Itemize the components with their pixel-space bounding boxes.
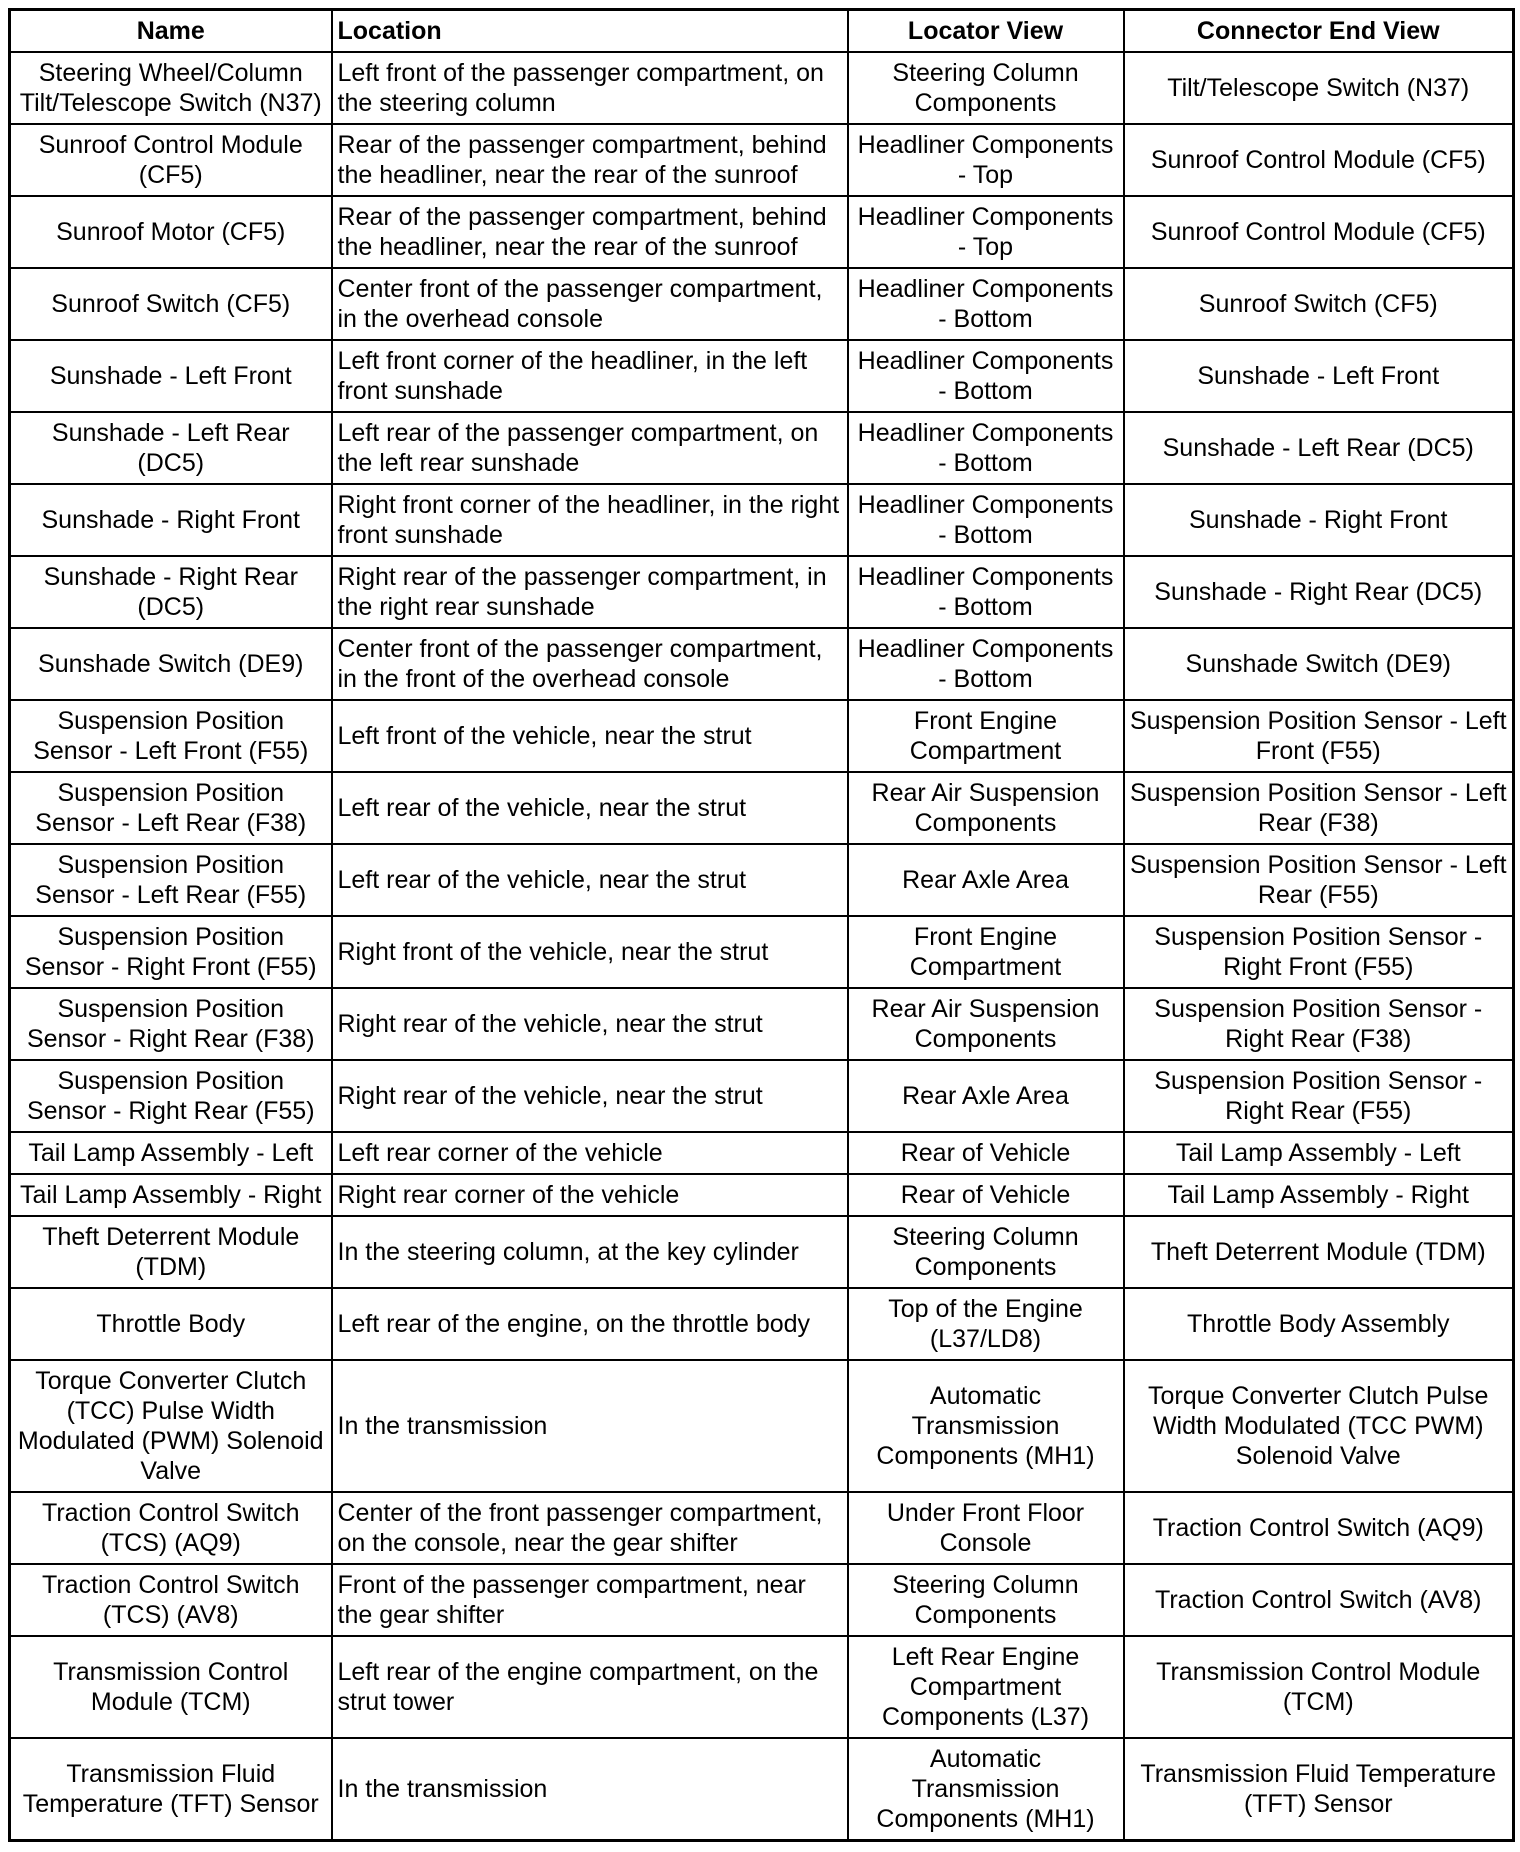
table-header-row bbox=[10, 10, 1514, 53]
cell-name: Traction Control Switch (TCS) (AV8) bbox=[10, 1564, 332, 1636]
cell-location: Left front corner of the headliner, in the left front sunshade bbox=[332, 340, 848, 412]
cell-locator-view: Rear Axle Area bbox=[848, 844, 1124, 916]
table-row bbox=[10, 1060, 1514, 1132]
cell-name: Sunroof Motor (CF5) bbox=[10, 196, 332, 268]
cell-name: Suspension Position Sensor - Left Front (F55) bbox=[10, 700, 332, 772]
cell-name: Transmission Fluid Temperature (TFT) Sensor bbox=[10, 1738, 332, 1841]
cell-locator-view: Steering Column Components bbox=[848, 52, 1124, 124]
table-row bbox=[10, 844, 1514, 916]
cell-location: Center front of the passenger compartment, in the overhead console bbox=[332, 268, 848, 340]
table-row bbox=[10, 1492, 1514, 1564]
cell-name: Tail Lamp Assembly - Left bbox=[10, 1132, 332, 1174]
cell-locator-view: Rear Axle Area bbox=[848, 1060, 1124, 1132]
cell-name: Sunshade - Right Rear (DC5) bbox=[10, 556, 332, 628]
cell-location: Left rear corner of the vehicle bbox=[332, 1132, 848, 1174]
cell-connector-end-view: Tail Lamp Assembly - Left bbox=[1124, 1132, 1514, 1174]
cell-connector-end-view: Sunshade - Right Rear (DC5) bbox=[1124, 556, 1514, 628]
table-row bbox=[10, 1216, 1514, 1288]
table-row bbox=[10, 1174, 1514, 1216]
cell-location: Rear of the passenger compartment, behind the headliner, near the rear of the sunroof bbox=[332, 196, 848, 268]
cell-locator-view: Headliner Components - Bottom bbox=[848, 556, 1124, 628]
cell-location: Left rear of the engine compartment, on the strut tower bbox=[332, 1636, 848, 1738]
cell-locator-view: Headliner Components - Bottom bbox=[848, 268, 1124, 340]
cell-locator-view: Top of the Engine (L37/LD8) bbox=[848, 1288, 1124, 1360]
cell-location: Right rear of the vehicle, near the strut bbox=[332, 1060, 848, 1132]
cell-locator-view: Left Rear Engine Compartment Components (L37) bbox=[848, 1636, 1124, 1738]
cell-locator-view: Automatic Transmission Components (MH1) bbox=[848, 1360, 1124, 1492]
cell-locator-view: Rear Air Suspension Components bbox=[848, 988, 1124, 1060]
cell-name: Sunshade - Right Front bbox=[10, 484, 332, 556]
cell-location: Left front of the passenger compartment, on the steering column bbox=[332, 52, 848, 124]
cell-connector-end-view: Throttle Body Assembly bbox=[1124, 1288, 1514, 1360]
cell-locator-view: Headliner Components - Top bbox=[848, 196, 1124, 268]
cell-connector-end-view: Suspension Position Sensor - Right Rear (F55) bbox=[1124, 1060, 1514, 1132]
cell-name: Transmission Control Module (TCM) bbox=[10, 1636, 332, 1738]
cell-location: Left front of the vehicle, near the strut bbox=[332, 700, 848, 772]
cell-locator-view: Headliner Components - Bottom bbox=[848, 340, 1124, 412]
cell-locator-view: Rear of Vehicle bbox=[848, 1174, 1124, 1216]
table-row bbox=[10, 700, 1514, 772]
cell-name: Tail Lamp Assembly - Right bbox=[10, 1174, 332, 1216]
table-row bbox=[10, 268, 1514, 340]
cell-connector-end-view: Suspension Position Sensor - Left Front (F55) bbox=[1124, 700, 1514, 772]
cell-locator-view: Rear of Vehicle bbox=[848, 1132, 1124, 1174]
table-row bbox=[10, 1360, 1514, 1492]
cell-connector-end-view: Tail Lamp Assembly - Right bbox=[1124, 1174, 1514, 1216]
table-row bbox=[10, 1636, 1514, 1738]
table-row bbox=[10, 340, 1514, 412]
table-row bbox=[10, 772, 1514, 844]
cell-connector-end-view: Theft Deterrent Module (TDM) bbox=[1124, 1216, 1514, 1288]
cell-connector-end-view: Traction Control Switch (AQ9) bbox=[1124, 1492, 1514, 1564]
cell-name: Torque Converter Clutch (TCC) Pulse Width Modulated (PWM) Solenoid Valve bbox=[10, 1360, 332, 1492]
cell-connector-end-view: Torque Converter Clutch Pulse Width Modulated (TCC PWM) Solenoid Valve bbox=[1124, 1360, 1514, 1492]
cell-location: Left rear of the vehicle, near the strut bbox=[332, 844, 848, 916]
header-connector-end-view: Connector End View bbox=[1124, 10, 1514, 53]
cell-name: Suspension Position Sensor - Left Rear (F38) bbox=[10, 772, 332, 844]
cell-location: Left rear of the engine, on the throttle body bbox=[332, 1288, 848, 1360]
cell-connector-end-view: Transmission Control Module (TCM) bbox=[1124, 1636, 1514, 1738]
cell-location: Rear of the passenger compartment, behind the headliner, near the rear of the sunroof bbox=[332, 124, 848, 196]
cell-connector-end-view: Sunshade - Left Front bbox=[1124, 340, 1514, 412]
cell-name: Throttle Body bbox=[10, 1288, 332, 1360]
cell-locator-view: Headliner Components - Top bbox=[848, 124, 1124, 196]
cell-location: In the steering column, at the key cylinder bbox=[332, 1216, 848, 1288]
table-row bbox=[10, 1564, 1514, 1636]
cell-location: Right rear of the passenger compartment, in the right rear sunshade bbox=[332, 556, 848, 628]
cell-name: Sunshade Switch (DE9) bbox=[10, 628, 332, 700]
cell-locator-view: Headliner Components - Bottom bbox=[848, 484, 1124, 556]
cell-location: In the transmission bbox=[332, 1360, 848, 1492]
cell-location: Front of the passenger compartment, near the gear shifter bbox=[332, 1564, 848, 1636]
cell-location: Right front corner of the headliner, in the right front sunshade bbox=[332, 484, 848, 556]
table-row bbox=[10, 628, 1514, 700]
cell-connector-end-view: Sunroof Control Module (CF5) bbox=[1124, 196, 1514, 268]
cell-name: Sunshade - Left Rear (DC5) bbox=[10, 412, 332, 484]
cell-connector-end-view: Sunroof Control Module (CF5) bbox=[1124, 124, 1514, 196]
header-location: Location bbox=[332, 10, 848, 53]
cell-location: In the transmission bbox=[332, 1738, 848, 1841]
cell-connector-end-view: Traction Control Switch (AV8) bbox=[1124, 1564, 1514, 1636]
table-row bbox=[10, 484, 1514, 556]
header-name: Name bbox=[10, 10, 332, 53]
cell-locator-view: Steering Column Components bbox=[848, 1564, 1124, 1636]
cell-locator-view: Front Engine Compartment bbox=[848, 916, 1124, 988]
cell-connector-end-view: Suspension Position Sensor - Left Rear (F38) bbox=[1124, 772, 1514, 844]
cell-name: Suspension Position Sensor - Left Rear (F55) bbox=[10, 844, 332, 916]
cell-connector-end-view: Sunshade - Left Rear (DC5) bbox=[1124, 412, 1514, 484]
component-locator-table-container bbox=[8, 8, 1512, 1842]
cell-location: Left rear of the vehicle, near the strut bbox=[332, 772, 848, 844]
cell-connector-end-view: Sunshade Switch (DE9) bbox=[1124, 628, 1514, 700]
table-row bbox=[10, 412, 1514, 484]
cell-location: Right rear corner of the vehicle bbox=[332, 1174, 848, 1216]
cell-locator-view: Headliner Components - Bottom bbox=[848, 412, 1124, 484]
cell-name: Suspension Position Sensor - Right Front (F55) bbox=[10, 916, 332, 988]
cell-name: Traction Control Switch (TCS) (AQ9) bbox=[10, 1492, 332, 1564]
cell-location: Center of the front passenger compartment, on the console, near the gear shifter bbox=[332, 1492, 848, 1564]
cell-connector-end-view: Suspension Position Sensor - Left Rear (F55) bbox=[1124, 844, 1514, 916]
cell-connector-end-view: Transmission Fluid Temperature (TFT) Sensor bbox=[1124, 1738, 1514, 1841]
cell-location: Right rear of the vehicle, near the strut bbox=[332, 988, 848, 1060]
table-row bbox=[10, 1288, 1514, 1360]
component-locator-table bbox=[8, 8, 1515, 1842]
cell-locator-view: Steering Column Components bbox=[848, 1216, 1124, 1288]
cell-locator-view: Rear Air Suspension Components bbox=[848, 772, 1124, 844]
table-row bbox=[10, 556, 1514, 628]
cell-connector-end-view: Suspension Position Sensor - Right Rear (F38) bbox=[1124, 988, 1514, 1060]
cell-locator-view: Under Front Floor Console bbox=[848, 1492, 1124, 1564]
cell-connector-end-view: Tilt/Telescope Switch (N37) bbox=[1124, 52, 1514, 124]
table-row bbox=[10, 916, 1514, 988]
table-row bbox=[10, 1132, 1514, 1174]
cell-locator-view: Automatic Transmission Components (MH1) bbox=[848, 1738, 1124, 1841]
table-row bbox=[10, 196, 1514, 268]
table-row bbox=[10, 1738, 1514, 1841]
cell-locator-view: Front Engine Compartment bbox=[848, 700, 1124, 772]
table-row bbox=[10, 52, 1514, 124]
cell-name: Steering Wheel/Column Tilt/Telescope Switch (N37) bbox=[10, 52, 332, 124]
cell-name: Suspension Position Sensor - Right Rear (F55) bbox=[10, 1060, 332, 1132]
cell-location: Right front of the vehicle, near the strut bbox=[332, 916, 848, 988]
cell-name: Theft Deterrent Module (TDM) bbox=[10, 1216, 332, 1288]
cell-name: Sunroof Switch (CF5) bbox=[10, 268, 332, 340]
cell-locator-view: Headliner Components - Bottom bbox=[848, 628, 1124, 700]
cell-name: Sunshade - Left Front bbox=[10, 340, 332, 412]
table-row bbox=[10, 124, 1514, 196]
cell-connector-end-view: Sunshade - Right Front bbox=[1124, 484, 1514, 556]
header-locator-view: Locator View bbox=[848, 10, 1124, 53]
cell-name: Suspension Position Sensor - Right Rear (F38) bbox=[10, 988, 332, 1060]
cell-location: Left rear of the passenger compartment, on the left rear sunshade bbox=[332, 412, 848, 484]
cell-name: Sunroof Control Module (CF5) bbox=[10, 124, 332, 196]
cell-location: Center front of the passenger compartment, in the front of the overhead console bbox=[332, 628, 848, 700]
cell-connector-end-view: Sunroof Switch (CF5) bbox=[1124, 268, 1514, 340]
table-row bbox=[10, 988, 1514, 1060]
cell-connector-end-view: Suspension Position Sensor - Right Front (F55) bbox=[1124, 916, 1514, 988]
